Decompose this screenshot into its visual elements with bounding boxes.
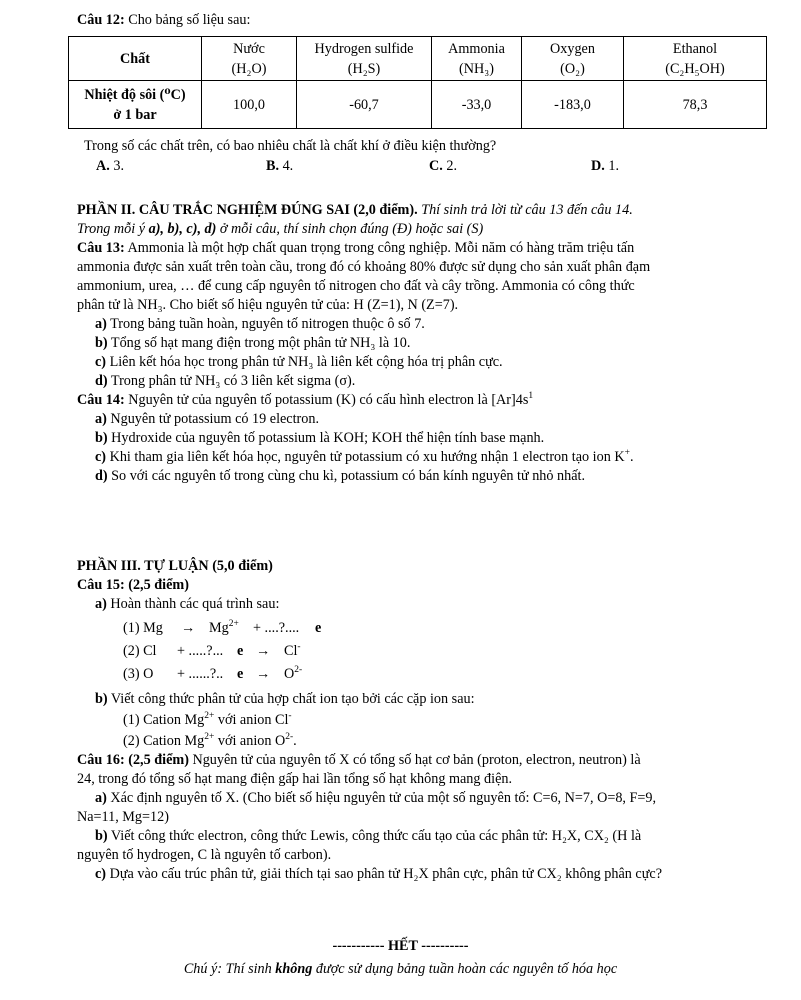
item-text: Trong phân tử NH₃ có 3 liên kết sigma (σ). bbox=[107, 373, 356, 389]
table-col-ammonia bbox=[432, 37, 522, 81]
option-letter: A. bbox=[96, 158, 110, 174]
ion-charge: 2- bbox=[294, 665, 303, 675]
item-letter: a) bbox=[95, 790, 107, 806]
q13-line bbox=[77, 239, 747, 258]
row-label bbox=[69, 81, 202, 129]
col-name: Hydrogen sulfide bbox=[314, 40, 414, 57]
q14-text: Nguyên tử của nguyên tố potassium (K) có cấu hình electron là [Ar]4s bbox=[124, 392, 529, 408]
ion-pair-2 bbox=[77, 732, 747, 751]
q14-sup: 1 bbox=[528, 391, 534, 401]
table-value-cell: 100,0 bbox=[202, 81, 297, 129]
process-num: (3) O bbox=[123, 666, 154, 682]
q16-part-b bbox=[77, 827, 747, 846]
item-letter: a) bbox=[95, 411, 107, 427]
q15-part-a bbox=[77, 595, 747, 614]
item-letter: c) bbox=[95, 354, 107, 370]
q16-line bbox=[77, 751, 747, 770]
pair-charge: - bbox=[288, 711, 292, 721]
table-col-ethanol bbox=[624, 37, 767, 81]
col-formula: (H₂O) bbox=[231, 60, 267, 77]
table-col-oxygen bbox=[522, 37, 624, 81]
q16-line: 24, trong đó tổng số hạt mang điện gấp hai lần tổng số hạt không mang điện. bbox=[77, 771, 513, 787]
pair-text: với anion Cl bbox=[214, 712, 289, 728]
q13-line: ammonium, urea, … để cung cấp nguyên tố nitrogen cho đất và cây trồng. Ammonia có công thức bbox=[77, 278, 635, 294]
item-text: Xác định nguyên tố X. (Cho biết số hiệu nguyên tử của một số nguyên tố: C=6, N=7, O=8, F=9, bbox=[106, 790, 657, 806]
item-letter: b) bbox=[95, 691, 108, 707]
question-13-label: Câu 13: bbox=[77, 240, 125, 256]
note-text: được sử dụng bảng tuần hoàn các nguyên tố hóa học bbox=[312, 961, 618, 977]
pair-text: . bbox=[293, 733, 297, 749]
item-text: Dựa vào cấu trúc phân tử, giải thích tại sao phân tử H₂X phân cực, phân tử CX₂ không phân cực? bbox=[106, 866, 663, 882]
part-3-heading-line bbox=[77, 557, 747, 576]
process-electron: e bbox=[237, 666, 244, 682]
pair-text: (2) Cation Mg bbox=[123, 733, 205, 749]
question-12-options bbox=[96, 157, 736, 176]
table-header-row bbox=[69, 37, 767, 81]
ion-symbol: Mg bbox=[209, 620, 229, 636]
item-letter: b) bbox=[95, 828, 108, 844]
table-col-water bbox=[202, 37, 297, 81]
q15-heading-line bbox=[77, 576, 747, 595]
part-2-instruction: Thí sinh trả lời từ câu 13 đến câu 14. bbox=[417, 202, 633, 218]
item-text: Hydroxide của nguyên tố potassium là KOH; KOH thể hiện tính base mạnh. bbox=[107, 430, 545, 446]
q15-processes bbox=[77, 614, 747, 686]
q14-stem bbox=[77, 391, 747, 410]
item-sup: + bbox=[624, 448, 630, 458]
question-15-label: Câu 15: (2,5 điểm) bbox=[77, 577, 189, 593]
item-text: Liên kết hóa học trong phân tử NH₃ là liên kết cộng hóa trị phân cực. bbox=[106, 354, 503, 370]
col-formula: (C₂H₅OH) bbox=[665, 60, 725, 77]
end-marker: ----------- HẾT ---------- bbox=[332, 938, 469, 954]
process-arrow: → bbox=[256, 666, 271, 682]
table-value-cell: -60,7 bbox=[297, 81, 432, 129]
q13-item-a bbox=[77, 315, 747, 334]
question-14 bbox=[77, 391, 747, 486]
item-letter: a) bbox=[95, 316, 107, 332]
process-electron: e bbox=[315, 620, 322, 636]
process-num: (2) Cl bbox=[123, 643, 157, 659]
question-12-intro bbox=[77, 11, 250, 30]
q14-item-b bbox=[77, 429, 747, 448]
pair-charge: 2+ bbox=[204, 732, 215, 742]
item-text: Viết công thức electron, công thức Lewis, công thức cấu tạo của các phân tử: H₂X, CX₂ (H là bbox=[107, 828, 642, 844]
question-14-label: Câu 14: bbox=[77, 392, 125, 408]
ion-pair-1 bbox=[77, 711, 747, 730]
q16-text: Nguyên tử của nguyên tố X có tổng số hạt cơ bản (proton, electron, neutron) là bbox=[188, 752, 641, 768]
instruction-text: ở mỗi câu, thí sinh chọn đúng (Đ) hoặc sai (S) bbox=[216, 221, 484, 237]
ion-symbol: Cl bbox=[284, 643, 298, 659]
part-2-heading: PHẦN II. CÂU TRẮC NGHIỆM ĐÚNG SAI (2,0 điểm). bbox=[77, 202, 418, 218]
process-blank: + ......?.. bbox=[177, 666, 224, 682]
process-ion bbox=[209, 619, 239, 638]
item-text: Tổng số hạt mang điện trong một phân tử NH₃ là 10. bbox=[107, 335, 411, 351]
col-formula: (O₂) bbox=[560, 60, 585, 77]
row-label-line2: ở 1 bar bbox=[113, 106, 157, 123]
table-value-row bbox=[69, 81, 767, 129]
q13-text: Ammonia là một hợp chất quan trọng trong công nghiệp. Mỗi năm có hàng trăm triệu tấn bbox=[124, 240, 635, 256]
item-letter: b) bbox=[95, 335, 108, 351]
process-1 bbox=[123, 619, 423, 638]
row-label-line1: Nhiệt độ sôi (⁰C) bbox=[84, 86, 186, 103]
table-value-cell: -33,0 bbox=[432, 81, 522, 129]
item-letter: a) bbox=[95, 596, 107, 612]
col-name: Nước bbox=[233, 40, 265, 57]
process-arrow: → bbox=[256, 643, 271, 659]
item-text: Trong bảng tuần hoàn, nguyên tố nitrogen thuộc ô số 7. bbox=[106, 316, 425, 332]
table-value-cell: 78,3 bbox=[624, 81, 767, 129]
option-a bbox=[96, 157, 124, 176]
question-13 bbox=[77, 239, 747, 391]
item-letter: c) bbox=[95, 449, 107, 465]
q14-item-a bbox=[77, 410, 747, 429]
q13-item-d bbox=[77, 372, 747, 391]
process-blank: + .....?... bbox=[177, 643, 224, 659]
item-text: Khi tham gia liên kết hóa học, nguyên tử potassium có xu hướng nhận 1 electron tạo ion K bbox=[106, 449, 625, 465]
q14-item-d bbox=[77, 467, 747, 486]
question-12-label: Câu 12: bbox=[77, 12, 125, 28]
footer-note bbox=[0, 960, 801, 979]
ion-charge: 2+ bbox=[228, 619, 239, 629]
question-16 bbox=[77, 751, 747, 884]
col-name: Ethanol bbox=[672, 40, 718, 57]
col-name: Oxygen bbox=[550, 40, 595, 57]
option-text: 1. bbox=[604, 158, 619, 174]
option-b bbox=[266, 157, 293, 176]
q13-item-b bbox=[77, 334, 747, 353]
q13-line: ammonia được sản xuất trên toàn cầu, trong đó có khoảng 80% được sử dụng cho sản xuất phân đạm bbox=[77, 259, 651, 275]
option-letter: D. bbox=[591, 158, 605, 174]
item-letter: c) bbox=[95, 866, 107, 882]
item-text: Hoàn thành các quá trình sau: bbox=[106, 596, 280, 612]
option-d bbox=[591, 157, 619, 176]
process-num: (1) Mg bbox=[123, 620, 163, 636]
pair-text: với anion O bbox=[214, 733, 286, 749]
option-letter: B. bbox=[266, 158, 280, 174]
q16-part-c bbox=[77, 865, 747, 884]
q16-line: nguyên tố hydrogen, C là nguyên tố carbon). bbox=[77, 847, 332, 863]
item-letter: b) bbox=[95, 430, 108, 446]
q16-part-a bbox=[77, 789, 747, 808]
part-2-section bbox=[77, 201, 747, 486]
part-2-instruction-line bbox=[77, 220, 747, 239]
instruction-emphasis: a), b), c), d) bbox=[148, 221, 217, 237]
process-ion bbox=[284, 642, 301, 661]
table-col-hydrogen-sulfide bbox=[297, 37, 432, 81]
table-corner-cell: Chất bbox=[69, 37, 202, 81]
note-text: Chú ý: Thí sinh bbox=[183, 961, 276, 977]
col-name: Ammonia bbox=[448, 40, 505, 57]
table-value-cell: -183,0 bbox=[522, 81, 624, 129]
q13-item-c bbox=[77, 353, 747, 372]
question-12-prompt: Trong số các chất trên, có bao nhiêu chất là chất khí ở điều kiện thường? bbox=[84, 138, 497, 154]
item-letter: d) bbox=[95, 468, 108, 484]
pair-text: (1) Cation Mg bbox=[123, 712, 205, 728]
process-3 bbox=[123, 665, 423, 684]
part-3-section bbox=[77, 557, 747, 884]
ion-symbol: O bbox=[284, 666, 295, 682]
part-3-heading: PHẦN III. TỰ LUẬN (5,0 điểm) bbox=[77, 558, 273, 574]
instruction-text: Trong mỗi ý bbox=[77, 221, 149, 237]
process-electron: e bbox=[237, 643, 244, 659]
ion-charge: - bbox=[297, 642, 301, 652]
option-text: 4. bbox=[279, 158, 294, 174]
item-text: Viết công thức phân tử của hợp chất ion tạo bởi các cặp ion sau: bbox=[107, 691, 475, 707]
process-ion bbox=[284, 665, 302, 684]
part-2-heading-line bbox=[77, 201, 747, 220]
question-16-label: Câu 16: (2,5 điểm) bbox=[77, 752, 189, 768]
note-emphasis: không bbox=[275, 961, 313, 977]
item-tail: . bbox=[629, 449, 634, 465]
process-arrow: → bbox=[181, 620, 196, 636]
item-letter: d) bbox=[95, 373, 108, 389]
col-formula: (NH₃) bbox=[459, 60, 494, 77]
pair-charge: 2+ bbox=[204, 711, 215, 721]
process-2 bbox=[123, 642, 423, 661]
option-letter: C. bbox=[429, 158, 443, 174]
boiling-point-table bbox=[68, 36, 767, 129]
q13-line: phân tử là NH₃. Cho biết số hiệu nguyên tử của: H (Z=1), N (Z=7). bbox=[77, 297, 459, 313]
question-12-text: Cho bảng số liệu sau: bbox=[124, 12, 251, 28]
col-formula: (H₂S) bbox=[347, 60, 381, 77]
option-text: 3. bbox=[109, 158, 124, 174]
option-text: 2. bbox=[442, 158, 457, 174]
process-blank: + ....?.... bbox=[253, 620, 300, 636]
q16-line: Na=11, Mg=12) bbox=[77, 809, 169, 825]
pair-charge: 2- bbox=[285, 732, 294, 742]
q15-part-b bbox=[77, 690, 747, 709]
q14-item-c bbox=[77, 448, 747, 467]
item-text: Nguyên tử potassium có 19 electron. bbox=[106, 411, 320, 427]
option-c bbox=[429, 157, 457, 176]
item-text: So với các nguyên tố trong cùng chu kì, potassium có bán kính nguyên tử nhỏ nhất. bbox=[107, 468, 586, 484]
